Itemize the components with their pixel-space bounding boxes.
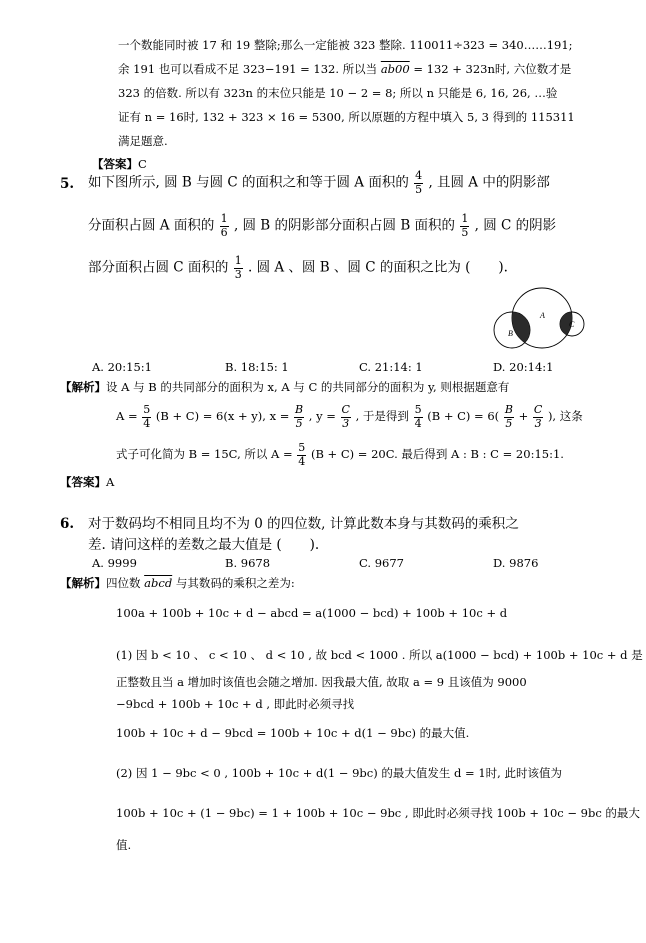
overline-abcd: abcd [144,576,173,590]
q5-l1a: 如下图所示, 圆 B 与圆 C 的面积之和等于圆 A 面积的 [88,174,409,191]
frac-den: 5 [461,225,469,239]
frac-den: 3 [234,267,242,281]
q5-option-a: A. 20:15:1 [92,360,152,374]
eq-part: A = [116,409,138,424]
eq-part: 式子可化简为 B = 15C, 所以 A = [116,447,293,462]
frac-den: 5 [295,416,303,430]
prev-line-2c: = 132 + 323n时, 六位数才是 [409,62,572,76]
q5-l2c: , 圆 C 的阴影 [474,217,557,234]
overline-ab00: ab00 [380,62,410,76]
q6-line-2 [88,539,319,553]
frac-num: 1 [461,212,469,225]
q5-analysis-line-1 [60,382,509,394]
q5-analysis-text: 设 A 与 B 的共同部分的面积为 x, A 与 C 的共同部分的面积为 y, 则根据题意有 [106,380,510,394]
q5-answer [60,477,114,489]
q6-option-b: B. 9678 [225,556,271,570]
q6-line-1: 对于数码均不相同且均不为 0 的四位数, 计算此数本身与其数码的乘积之 [88,516,519,532]
q5-line-2 [88,213,556,239]
q5-l2b: , 圆 B 的阴影部分面积占圆 B 面积的 [233,217,456,234]
eq-part: ), 这条 [547,409,583,424]
label-a: A [540,311,545,320]
fraction-1-5 [460,213,469,239]
q5-line-1 [88,170,550,196]
q6-l2: 差. 请问这样的差数之最大值是 ( [88,537,282,553]
q6-option-a: A. 9999 [92,556,137,570]
fraction [341,404,351,430]
eq-part: (B + C) = 20C. 最后得到 A : B : C = 20:15:1. [310,447,564,462]
frac-num: B [295,403,304,416]
venn-diagram [490,286,590,356]
prev-line-5: 满足题意. [118,134,168,148]
q6-option-d: D. 9876 [493,556,539,570]
q5-equation-1 [116,404,583,430]
q6-para-2: 正整数且当 a 增加时该值也会随之增加. 因我最大值, 故取 a = 9 且该值为 9000 [116,675,527,689]
q5-number: 5. [60,176,75,192]
fraction [533,404,543,430]
fraction-1-6 [220,213,229,239]
analysis-label: 【解析】 [60,576,106,590]
eq-part: , 于是得到 [355,409,409,424]
q6-para-1: (1) 因 b < 10 、 c < 10 、 d < 10 , 故 bcd < 1000 . 所以 a(1000 − bcd) + 100b + 10c + d 是 [116,648,643,662]
frac-num: C [341,403,350,416]
frac-num: B [504,403,513,416]
q6-para-3: −9bcd + 100b + 10c + d , 即此时必须寻找 [116,697,355,711]
q5-option-d: D. 20:14:1 [493,360,554,374]
fraction [504,404,514,430]
q6-analysis-line-1 [60,578,295,590]
eq-part: (B + C) = 6( [427,409,500,424]
q6-a1c: 与其数码的乘积之差为: [172,576,295,590]
frac-num: 5 [143,403,151,416]
frac-den: 4 [143,416,151,430]
q6-number: 6. [60,516,75,532]
eq-part: , y = [308,409,336,424]
fraction [414,404,423,430]
frac-den: 5 [505,416,513,430]
q6-option-c: C. 9677 [359,556,404,570]
q5-l3b: . 圆 A 、圆 B 、圆 C 的面积之比为 ( [248,259,471,276]
fraction [297,442,306,468]
q5-option-c: C. 21:14: 1 [359,360,423,374]
prev-line-2a: 余 191 也可以看成不足 323−191 = 132. 所以当 [118,62,381,76]
frac-den: 6 [220,225,228,239]
analysis-label: 【解析】 [60,380,106,394]
frac-den: 4 [414,416,422,430]
prev-answer [92,159,147,171]
frac-den: 5 [415,182,423,196]
eq-part: + [518,409,529,424]
q6-l2b: ). [309,537,320,553]
q6-para-4: 100b + 10c + d − 9bcd = 100b + 10c + d(1 − 9bc) 的最大值. [116,726,470,740]
answer-label: 【答案】 [60,475,106,489]
q5-line-3 [88,255,508,281]
q6-para-5: (2) 因 1 − 9bc < 0 , 100b + 10c + d(1 − 9bc) 的最大值发生 d = 1时, 此时该值为 [116,766,562,780]
frac-den: 3 [534,416,542,430]
frac-den: 3 [342,416,350,430]
answer-value: A [106,475,115,489]
q5-l2a: 分面积占圆 A 面积的 [88,217,215,234]
q6-para-7: 值. [116,838,132,852]
q5-l3c: ). [498,259,508,276]
q6-a1a: 四位数 [106,576,145,590]
q5-option-b: B. 18:15: 1 [225,360,289,374]
frac-den: 4 [298,454,306,468]
frac-num: 1 [234,254,242,267]
q5-l3a: 部分面积占圆 C 面积的 [88,259,229,276]
frac-num: C [533,403,543,416]
frac-num: 5 [298,441,306,454]
label-b: B [508,329,513,338]
eq-part: (B + C) = 6(x + y), x = [155,409,290,424]
prev-line-3: 323 的倍数. 所以有 323n 的末位只能是 10 − 2 = 8; 所以 n 只能是 6, 16, 26, …验 [118,86,558,100]
prev-line-2 [118,64,571,76]
answer-label: 【答案】 [92,157,138,171]
fraction [142,404,151,430]
q5-equation-2 [116,442,564,468]
answer-value: C [138,157,147,171]
fraction [294,404,304,430]
frac-num: 1 [220,212,228,225]
q6-equation-1: 100a + 100b + 10c + d − abcd = a(1000 − bcd) + 100b + 10c + d [116,606,508,620]
frac-num: 5 [414,403,422,416]
prev-line-4: 证有 n = 16时, 132 + 323 × 16 = 5300, 所以原题的方程中填入 5, 3 得到的 115311 [118,110,575,124]
prev-line-1: 一个数能同时被 17 和 19 整除;那么一定能被 323 整除. 110011÷323 = 340……191; [118,38,573,52]
fraction-1-3 [234,255,243,281]
frac-num: 4 [415,169,423,182]
q5-l1b: , 且圆 A 中的阴影部 [428,174,550,191]
label-c: C [569,320,575,329]
q6-para-6: 100b + 10c + (1 − 9bc) = 1 + 100b + 10c − 9bc , 即此时必须寻找 100b + 10c − 9bc 的最大 [116,806,640,820]
fraction-4-5 [414,170,423,196]
